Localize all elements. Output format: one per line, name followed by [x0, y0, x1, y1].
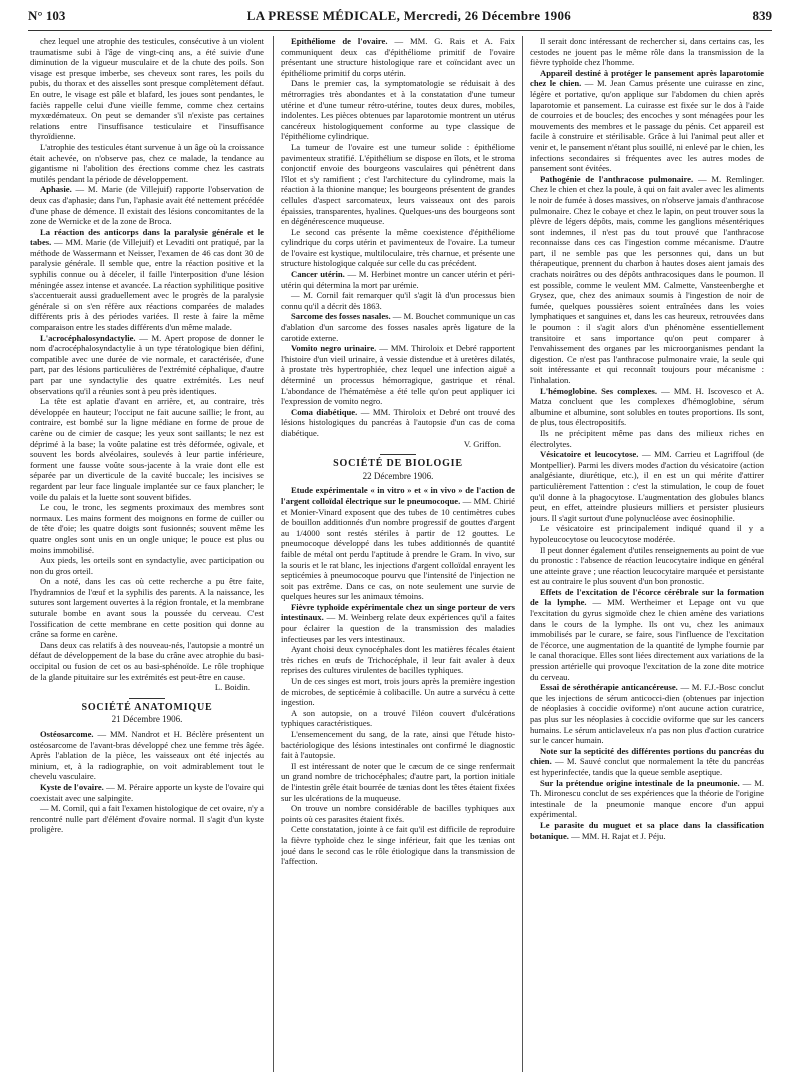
article	[530, 682, 764, 746]
paragraph: Il peut donner également d'utiles renseignements au point de vue du pronostic : l'absence de réaction leucocytaire indique en général une atteinte grave ; une réaction leucocytaire marquée et persistante est au contraire le plus souvent d'un bon pronostic.	[530, 544, 764, 587]
paragraph: Ayant choisi deux cynocéphales dont les matières fécales étaient très riches en œufs de Trichocéphale, il leur fait avaler à deux reprises des cultures virulentes de bacilles typhiques.	[281, 644, 515, 676]
paragraph: On trouve un nombre considérable de bacilles typhiques aux points où ces parasites étaient fixés.	[281, 803, 515, 824]
article-text: — M. Bouchet communique un cas d'ablation d'un sarcome des fosses nasales après ligature de la carotide externe.	[281, 311, 515, 343]
section-title: SOCIÉTÉ DE BIOLOGIE	[333, 458, 463, 470]
paragraph: La tête est aplatie d'avant en arrière, et, au contraire, très développée en hauteur; l'occiput ne fait aucune saillie; le front, au contraire, est bombé sur la ligne médiane en forme de proue de carène ou de cimier de casque; les yeux sont saillants; le nez est déprimé à la base; la voûte palatine est très déformée, ogivale, et souvent les bords alvéolaires, soulevés à leur partie inférieure, forment une fausse voûte sous-jacente à la vraie dont elle est séparée par un diverticule de la cavité buccale; les incisives se regardent par leur face linguale implantée sur ce faux plancher; le voile du palais et la luette sont souvent bifides.	[30, 396, 264, 502]
article	[530, 449, 764, 523]
paragraph: Un de ces singes est mort, trois jours après la première ingestion de microbes, de septicémie à colibacille. Un autre a survécu à cette ingestion.	[281, 676, 515, 708]
paragraph: Le vésicatoire est principalement indiqué quand il y a hypoleucocytose ou leucocytose modérée.	[530, 523, 764, 544]
article-title: Etude expérimentale « in vitro » et « in vivo » de l'action de l'argent colloïdal électrique sur le pneumocoque.	[281, 485, 515, 506]
article-title: Vomito negro urinaire.	[291, 343, 377, 354]
section-heading	[30, 698, 264, 725]
section-rule	[380, 454, 416, 455]
article-title: L'hémoglobine. Ses complexes.	[540, 385, 658, 396]
article-title: Epithéliome de l'ovaire.	[291, 36, 388, 46]
article	[281, 602, 515, 644]
article	[281, 407, 515, 439]
article-text: — M. Apert propose de donner le nom d'acrocéphalosyndactylie à un type tératologique bien défini, compatible avec une durée de vie normale, et caractérisée, d'une part, par des lésions particulières de l'extrémité céphalique, d'autre part par une syndactylie des quatre extrémités. Les neuf observations qu'il a réunies sont à peu près identiques.	[30, 332, 264, 396]
article-text: — M. Th. Mironescu conclut de ses expériences que la théorie de l'origine intestinale de la pneumonie manque encore d'un appui expérimental.	[530, 777, 764, 820]
paragraph: Aux pieds, les orteils sont en syndactylie, avec participation ou non du gros orteil.	[30, 555, 264, 576]
paragraph: L'ensemencement du sang, de la rate, ainsi que l'étude histo-bactériologique des lésions intestinales ont confirmé le diagnostic fait à l'autopsie.	[281, 729, 515, 761]
paragraph: Dans le premier cas, la symptomatologie se réduisait à des métrorragies très abondantes et à la constatation d'une tumeur utérine et d'une tumeur rétro-utérine, toutes deux dures, mobiles, indolentes. Les pièces obtenues par laparotomie montrent un utérus cancéreux histologiquement conforme au type classique de l'épithéliome cylindrique.	[281, 78, 515, 142]
article-text: — MM. Marie (de Villejuif) et Levaditi ont pratiqué, par la méthode de Wassermann et Neisser, l'examen de 46 cas dont 30 de paralysie générale. Il semble que, entre la réaction positive et la syphilis connue ou à déceler, il faille l'interposition d'une lésion méningée assez intense et avancée. La réaction syphilitique positive s'accentuerait aussi graduellement avec le progrès de la paralysie générale si on s'en réfère aux réactions comparées de malades différents pris à des périodes variées. Il reste à faire la même comparaison entre les stades différents d'un même malade.	[30, 237, 264, 333]
article-text: — M. Jean Camus présente une cuirasse en zinc, légère et portative, qu'on applique sur l'abdomen du chien après laparotomie et pansement. La cuirasse est fixée sur le dos à l'aide de courroies et de boucles; des encoches y sont ménagées pour les mouvements des membres et le passage du pénis. Cet appareil est facile à construire et stérilisable. Grâce à lui l'animal peut aller et venir et, le pansement n'étant plus souillé, ni enlevé par le chien, les infections secondaires si fréquentes avec les autres modes de pansement sont évitées.	[530, 78, 764, 174]
article	[530, 386, 764, 428]
paragraph: Le cou, le tronc, les segments proximaux des membres sont normaux. Les mains forment des moignons en forme de cuiller ou de tête d'oie; les quatre doigts sont fusionnés; souvent même les quatre ongles sont unis en un ongle unique; le pouce est plus ou moins immobilisé.	[30, 502, 264, 555]
article	[281, 36, 515, 78]
article-title: L'acrocéphalosyndactylie.	[40, 332, 136, 343]
article-text: — M. Herbinet montre un cancer utérin et péri-utérin qui détermina la mort par urémie.	[281, 269, 515, 290]
paragraph: chez lequel une atrophie des testicules, consécutive à un violent traumatisme subi à l'âge de vingt-cinq ans, a été suivie d'une diminution de la vigueur musculaire et de la chute des poils. Son visage est presque imberbe, ses cheveux sont rares, les poils du pubis, du thorax et des aisselles sont presque complètement défaut. En outre, le visage est pâle et blafard, les joues sont pendantes, le faciès rappelle celui d'une vieille femme, comme chez certains myxœdémateux. On peut se demander s'il n'existe pas certaines relations entre l'insuffisance testiculaire et l'insuffisance thyroïdienne.	[30, 36, 264, 142]
signature: V. Griffon.	[463, 438, 501, 449]
journal-title: LA PRESSE MÉDICALE, Mercredi, 26 Décembre 1906	[246, 8, 572, 23]
article-title: Coma diabétique.	[291, 406, 358, 417]
article-text: — MM. Nandrot et H. Béclère présentent un ostéosarcome de l'avant-bras développé chez une femme très âgée. Après l'ablation de la pièce, les vaisseaux ont été injectés au minium, et, à la radiographie, on voit admirablement tout le chevelu vasculaire.	[30, 729, 264, 782]
article-text: — M. Remlinger. Chez le chien et chez la poule, à qui on fait avaler avec les aliments le noir de fumée à doses massives, on n'observe jamais d'anthracose pulmonaire. Chez le cobaye et chez le lapin, on peut trouver sous la plèvre de légers dépôts, mais, comme les ganglions mésentériques sont indemnes, il n'est pas du tout prouvé que l'anthracose reconnaisse dans ces cas l'ingestion comme mécanisme. D'autre part, il ne semble pas que les personnes qui, dans un but thérapeutique, prennent du charbon à hautes doses aient jamais des crachats noirâtres ou des dépôts anthracosiques dans le poumon. Il est possible, comme le veulent MM. Calmette, Vansteenberghe et Grysez, que, chez des animaux soumis à l'ingestion de noir de fumée, quelques poussières soient entraînées dans les voies lymphatiques et sanguines et, dans les cas heureux, retrouvées dans le poumon : il s'agit alors d'un phénomène essentiellement transitoire et sans importance qu'on peut comparer à l'envahissement des organes par les microorganismes pendant la digestion. Ce n'est pas l'anthracose pulmonaire vraie, la seule qui soit intéressante et qui reconnaît toujours pour mécanisme : l'inhalation.	[530, 173, 764, 385]
paragraph: Ils ne précipitent même pas dans des milieux riches en électrolytes.	[530, 427, 764, 449]
article-text: — MM. G. Rais et A. Faix communiquent deux cas d'épithéliome primitif de l'ovaire présentant une structure histologique rare et coïncidant avec un épithéliome primitif du corps utérin.	[281, 36, 515, 78]
paragraph: L'atrophie des testicules étant survenue à un âge où la croissance était achevée, on n'observe pas, chez ce malade, la tendance au gigantisme ni l'abolition des érections comme chez les castrats mutilés pendant la période de développement.	[30, 141, 264, 184]
article-text: — M. F.J.-Bosc conclut que les injections de sérum anticocci-dien (obtenues par injection de néoplasies à coccidie oviforme) n'ont aucune action curatrice, pas plus sur les néoplasies à coccidie oviforme que sur les cancers humains. Le sérum anticlaveleux n'a pas non plus d'action curatrice sur le cancer humain.	[530, 682, 764, 746]
article	[530, 68, 764, 174]
section-heading	[281, 454, 515, 481]
signature: L. Boidin.	[214, 682, 250, 693]
article	[530, 174, 764, 386]
page-header	[28, 8, 772, 28]
article-title: Effets de l'excitation de l'écorce cérébrale sur la formation de la lymphe.	[530, 586, 764, 608]
paragraph: On a noté, dans les cas où cette recherche a pu être faite, l'hydramnios de l'œuf et la syphilis des parents. A la naissance, les sutures sont largement ouvertes à la région frontale, et la membrane suturale bombe en avant sous la poussée du cerveau. C'est l'ossification de cette membrane en cette position qui donne au crâne sa forme en carène.	[30, 576, 264, 640]
article-title: Sarcome des fosses nasales.	[291, 311, 391, 322]
article-title: Vésicatoire et leucocytose.	[540, 449, 639, 460]
paragraph: La tumeur de l'ovaire est une tumeur solide : épithéliome pavimenteux stratifié. L'épithélium se dispose en îlots, et le stroma conjonctif envoie des bourgeons vasculaires qui pénètrent dans l'îlot et s'y ramifient ; c'est l'architecture du cylindrome, mais la réaction à la thionine manque; les bourgeons présentent de grandes cellules d'aspect sarcomateux, leurs vaisseaux ont des parois épaissies, transparentes, hyalines. Quelques-uns des bourgeons sont en dégénérescence muqueuse.	[281, 141, 515, 227]
article	[530, 746, 764, 778]
article-text: — MM. Thiroloix et Debré ont trouvé des lésions histologiques du pancréas à l'autopsie d'un cas de coma diabétique.	[281, 406, 515, 438]
article	[30, 729, 264, 782]
article	[30, 227, 264, 333]
paragraph: Dans deux cas relatifs à des nouveau-nés, l'autopsie a montré un défaut de développement de la base du crâne avec atrophie du basi-occipital ou fusion de cet os au basi-sphénoïde. Le rôle trophique de la glande pituitaire sur les extrémités est peut-être en cause.	[30, 639, 264, 682]
article-title: Appareil destiné à protéger le pansement après laparotomie chez le chien.	[530, 67, 764, 89]
article-title: Cancer utérin.	[291, 269, 345, 280]
article	[530, 820, 764, 841]
section-date: 22 Décembre 1906.	[362, 470, 434, 481]
article	[281, 485, 515, 602]
paragraph: Le second cas présente la même coexistence d'épithéliome cylindrique du corps utérin et pavimenteux de l'ovaire. La tumeur de l'ovaire est kystique, multiloculaire, très charnue, et présente une structure histologique calquée sur celle du cas précédent.	[281, 226, 515, 269]
paragraph: Cette constatation, jointe à ce fait qu'il est difficile de reproduire la fièvre typhoïde chez le singe inférieur, fait que les tænias ont joué dans le second cas le rôle étiologique dans la transmission de l'affection.	[281, 824, 515, 867]
article-text: — M. Weinberg relate deux expériences qu'il a faites pour éclairer la question de la transmission des maladies infectieuses par les vers intestinaux.	[281, 612, 515, 644]
article-title: Essai de sérothérapie anticancéreuse.	[540, 682, 678, 693]
article	[30, 782, 264, 803]
article-text: — MM. Wertheimer et Lepage ont vu que l'excitation du gyrus sigmoïde chez le chien amène des variations dans le cours de la lymphe. Ils ont vu, chez les animaux immobilisés par le curare, se faire, sous l'influence de l'excitation de l'écorce, une augmentation de la quantité de lymphe fournie par le canal thoracique. Elles sont liées directement aux variations de la pression artérielle qui provoque l'excitation de la zone dite motrice du cerveau.	[530, 597, 764, 682]
article-title: Fièvre typhoïde expérimentale chez un singe porteur de vers intestinaux.	[281, 601, 515, 623]
section-rule	[129, 698, 165, 699]
article-title: Kyste de l'ovaire.	[40, 781, 104, 792]
article-text: — MM. H. Rajat et J. Péju.	[568, 830, 666, 841]
article-title: La réaction des anticorps dans la paralysie générale et le tabes.	[30, 226, 264, 248]
article-text: — M. Sauvé conclut que normalement la tête du pancréas est hyperinfectée, tandis que la queue semble aseptique.	[530, 756, 764, 777]
article	[281, 269, 515, 290]
section-date: 21 Décembre 1906.	[111, 714, 183, 725]
article	[30, 333, 264, 397]
paragraph: — M. Cornil, qui a fait l'examen histologique de cet ovaire, n'y a rencontré nulle part d'élément d'ovaire normal. Il s'agit d'un kyste proligère.	[30, 803, 264, 835]
article-text: — MM. Chirié et Monier-Vinard exposent que des tubes de 10 centimètres cubes de bouillon additionnés d'un nombre progressif de gouttes d'argent au 1/4000 sont restés stériles à partir de 12 gouttes. Le pneumocoque développé dans les tubes additionnés de quantité faible de métal ont perdu l'aptitude à prendre le Gram. In vivo, sur la souris et le rat blanc, les injections d'argent colloïdal enrayent les septicémies à pneumocoque pourvu que l'intensité de l'injection ne soit pas extrême. Dans ce cas, on note seulement une survie de quelques heures sur les animaux témoins.	[281, 495, 515, 602]
column-1	[30, 36, 264, 1072]
article-title: Le parasite du muguet et sa place dans la classification botanique.	[530, 819, 764, 841]
article-text: — MM. Thiroloix et Debré rapportent l'histoire d'un vieil urinaire, à vessie distendue et à uretères dilatés, à prostate très hypertrophiée, chez lequel une infection aiguë a déterminé un processus hémorragique, gastrique et rénal. L'abondance de l'hématémèse a été telle qu'on peut appliquer ici l'expression de vomito negro.	[281, 343, 515, 407]
article	[281, 343, 515, 407]
article-title: Pathogénie de l'anthracose pulmonaire.	[540, 173, 694, 184]
paragraph: A son autopsie, on a trouvé l'iléon couvert d'ulcérations typhiques caractéristiques.	[281, 707, 515, 729]
paragraph: Il est intéressant de noter que le cæcum de ce singe renfermait un grand nombre de trichocéphales; d'autre part, la portion initiale de l'intestin grêle était bourrée de tænias dont les têtes étaient fixées sur les ulcérations de la muqueuse.	[281, 760, 515, 803]
article-title: Ostéosarcome.	[40, 729, 94, 739]
article-title: Sur la prétendue origine intestinale de la pneumonie.	[540, 777, 740, 788]
section-title: SOCIÉTÉ ANATOMIQUE	[81, 701, 213, 713]
article	[30, 184, 264, 226]
issue-number: N° 103	[28, 8, 66, 23]
article-text: — MM. H. Iscovesco et A. Matza concluent que les complexes d'hémoglobine, sérum albumine et albumine, sont solubles en toutes proportions. Ils sont, de plus, tous électropositifs.	[530, 385, 764, 428]
column-3	[530, 36, 764, 1072]
article-text: — M. Péraire apporte un kyste de l'ovaire qui coexistait avec une salpingite.	[30, 781, 264, 803]
column-separator	[273, 36, 274, 1072]
article	[530, 778, 764, 820]
article-title: Note sur la septicité des différentes portions du pancréas du chien.	[530, 745, 764, 767]
header-rule	[28, 30, 772, 31]
column-2	[281, 36, 515, 1072]
article	[281, 311, 515, 343]
paragraph: Il serait donc intéressant de rechercher si, dans certains cas, les cestodes ne jouent pas le même rôle dans la transmission de la fièvre typhoïde chez l'homme.	[530, 36, 764, 68]
column-separator	[522, 36, 523, 1072]
article-title: Aphasie.	[40, 184, 72, 195]
paragraph: — M. Cornil fait remarquer qu'il s'agit là d'un processus bien connu qu'il a décrit dès 1863.	[281, 290, 515, 311]
page-number: 839	[752, 8, 772, 23]
article-text: — MM. Carrieu et Lagriffoul (de Montpellier). Parmi les divers modes d'action du vésicatoire (action analgésiante, diurétique, etc.), il en est un qui mérite d'attirer particulièrement l'attention : c'est la stimulation, le coup de fouet qu'il donne à la phagocytose. L'augmentation des globules blancs peut, en effet, atteindre plusieurs milliers et persister plusieurs jours. Il s'agit surtout d'une polynucléose avec éosinophilie.	[530, 449, 764, 523]
article	[530, 587, 764, 682]
article-text: — M. Marie (de Villejuif) rapporte l'observation de deux cas d'aphasie; dans l'un, l'aphasie avait été nettement précédée d'une phase de démence. Il existait des lésions concomitantes de la zone de Wernicke et de la zone de Broca.	[30, 184, 264, 227]
